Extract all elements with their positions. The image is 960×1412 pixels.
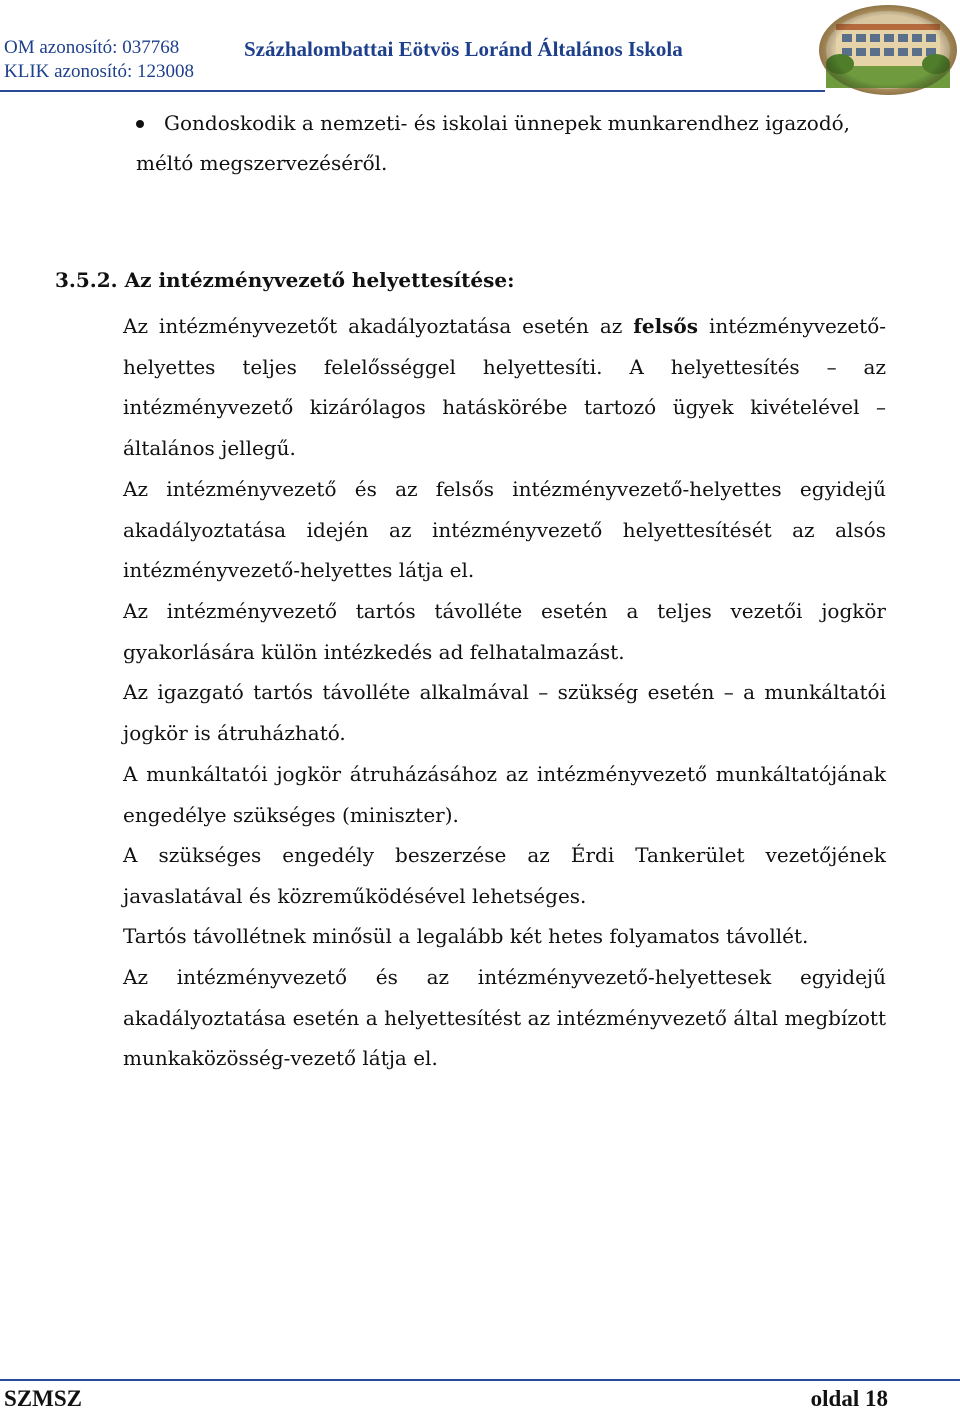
school-logo-icon xyxy=(818,4,958,96)
paragraph-4: Az igazgató tartós távolléte alkalmával – szükség esetén – a munkáltatói jogkör is átruházható. xyxy=(123,680,886,745)
paragraph-6: A szükséges engedély beszerzése az Érdi Tankerület vezetőjének javaslatával és közreműködésével lehetséges. xyxy=(123,843,886,908)
om-identifier: OM azonosító: 037768 xyxy=(4,37,180,58)
paragraph-8: Az intézményvezető és az intézményvezető-helyettesek egyidejű akadályoztatása esetén a helyettesítést az intézményvezető által megbízott munkaközösség-vezető látja el. xyxy=(123,965,886,1071)
bullet-icon xyxy=(136,120,144,128)
footer-divider xyxy=(0,1379,960,1381)
klik-identifier: KLIK azonosító: 123008 xyxy=(4,61,194,82)
paragraph-2: Az intézményvezető és az felsős intézményvezető-helyettes egyidejű akadályoztatása idején az intézményvezető helyettesítését az alsós intézményvezető-helyettes látja el. xyxy=(123,477,886,583)
footer-document-code: SZMSZ xyxy=(4,1386,82,1411)
section-heading: 3.5.2. Az intézményvezető helyettesítése: xyxy=(55,268,515,292)
page-header xyxy=(0,0,960,96)
paragraph-1-bold-word: felsős xyxy=(633,314,699,338)
page-number: oldal 18 xyxy=(810,1386,888,1411)
paragraph-7: Tartós távollétnek minősül a legalább két hetes folyamatos távollét. xyxy=(123,924,809,948)
list-item xyxy=(136,103,896,183)
school-name: Százhalombattai Eötvös Loránd Általános Iskola xyxy=(244,37,683,61)
paragraph-1-text-a: Az intézményvezetőt akadályoztatása esetén az xyxy=(123,314,634,338)
list-item-text: Gondoskodik a nemzeti- és iskolai ünnepek munkarendhez igazodó, méltó megszervezéséről. xyxy=(136,111,851,175)
paragraph-5: A munkáltatói jogkör átruházásához az intézményvezető munkáltatójának engedélye szükséges (miniszter). xyxy=(123,762,886,827)
header-divider xyxy=(0,90,825,92)
paragraph-1 xyxy=(123,306,886,469)
paragraph-1-text-b: intézményvezető-helyettes teljes felelősséggel helyettesíti. A helyettesítés – az intézményvezető kizárólagos hatáskörébe tartozó ügyek kivételével – általános jellegű. xyxy=(123,314,886,461)
paragraph-3: Az intézményvezető tartós távolléte esetén a teljes vezetői jogkör gyakorlására külön intézkedés ad felhatalmazást. xyxy=(123,599,886,664)
